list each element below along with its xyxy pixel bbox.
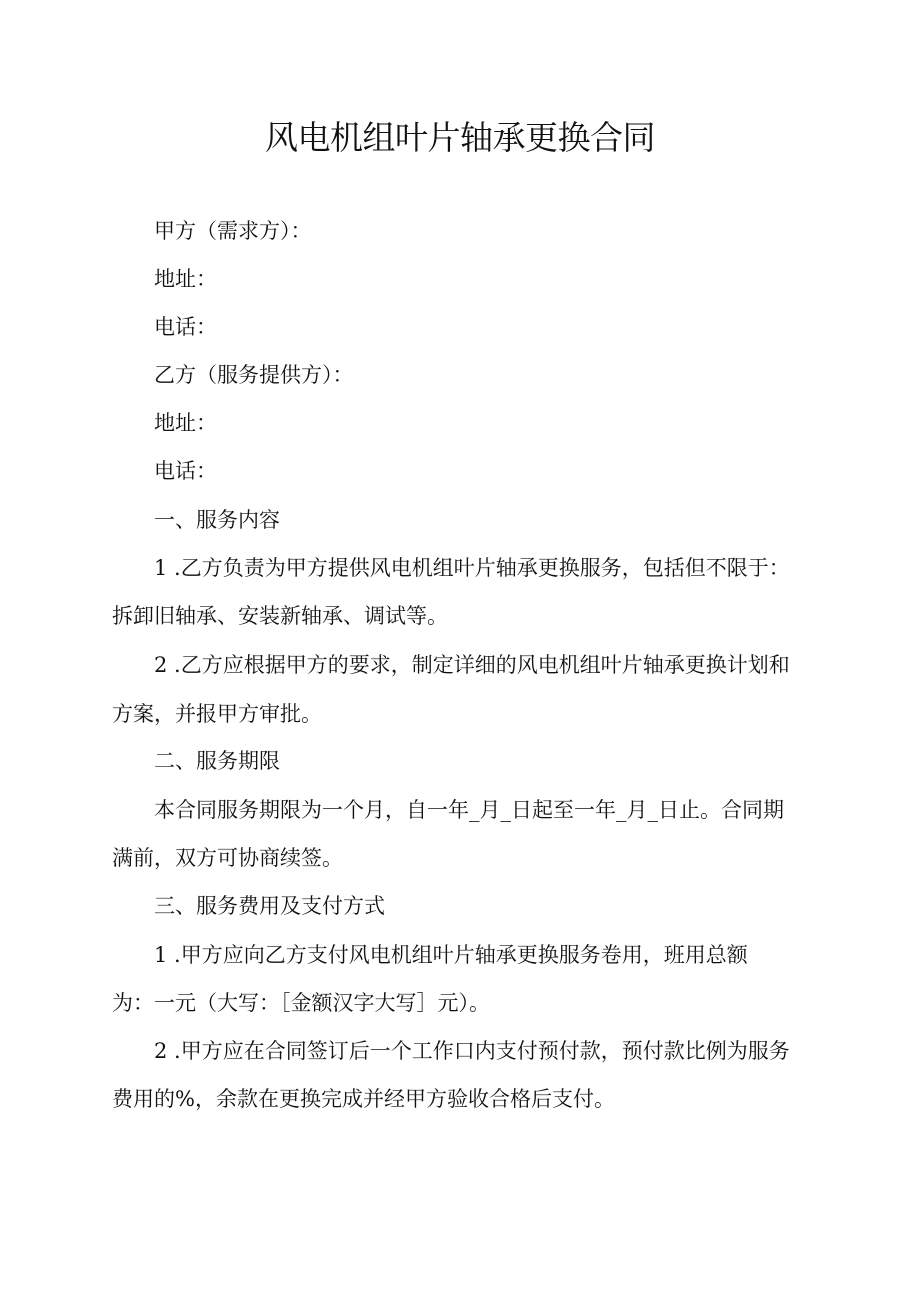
section-heading-fees-payment: 三、服务费用及支付方式: [154, 894, 385, 918]
party-b-address-label: 地址：: [154, 411, 217, 435]
paragraph-line: 满前，双方可协商续签。: [112, 846, 343, 870]
party-a-address-label: 地址：: [154, 267, 217, 291]
paragraph-line: 方案，并报甲方审批。: [112, 702, 322, 726]
paragraph-line: 1 .甲方应向乙方支付风电机组叶片轴承更换服务卷用，班用总额: [154, 943, 748, 967]
paragraph-line: 2 .乙方应根据甲方的要求，制定详细的风电机组叶片轴承更换计划和: [154, 653, 790, 677]
paragraph-line: 费用的%，余款在更换完成并经甲方验收合格后支付。: [112, 1087, 615, 1111]
document-title: 风电机组叶片轴承更换合同: [265, 118, 655, 157]
section-heading-service-content: 一、服务内容: [154, 508, 280, 532]
paragraph-line: 2 .甲方应在合同签订后一个工作口内支付预付款，预付款比例为服务: [154, 1039, 790, 1063]
paragraph-line: 拆卸旧轴承、安装新轴承、调试等。: [112, 604, 448, 628]
party-a-label: 甲方（需求方）：: [154, 219, 312, 243]
party-a-phone-label: 电话：: [154, 315, 217, 339]
party-b-label: 乙方（服务提供方）：: [154, 363, 354, 387]
paragraph-line: 为：一元（大写：［金额汉字大写］元）。: [112, 991, 490, 1015]
section-heading-service-term: 二、服务期限: [154, 749, 280, 773]
paragraph-line: 1 .乙方负责为甲方提供风电机组叶片轴承更换服务，包括但不限于：: [154, 556, 790, 580]
paragraph-line: 本合同服务期限为一个月，自一年_月_日起至一年_月_日止。合同期: [154, 798, 784, 822]
party-b-phone-label: 电话：: [154, 459, 217, 483]
